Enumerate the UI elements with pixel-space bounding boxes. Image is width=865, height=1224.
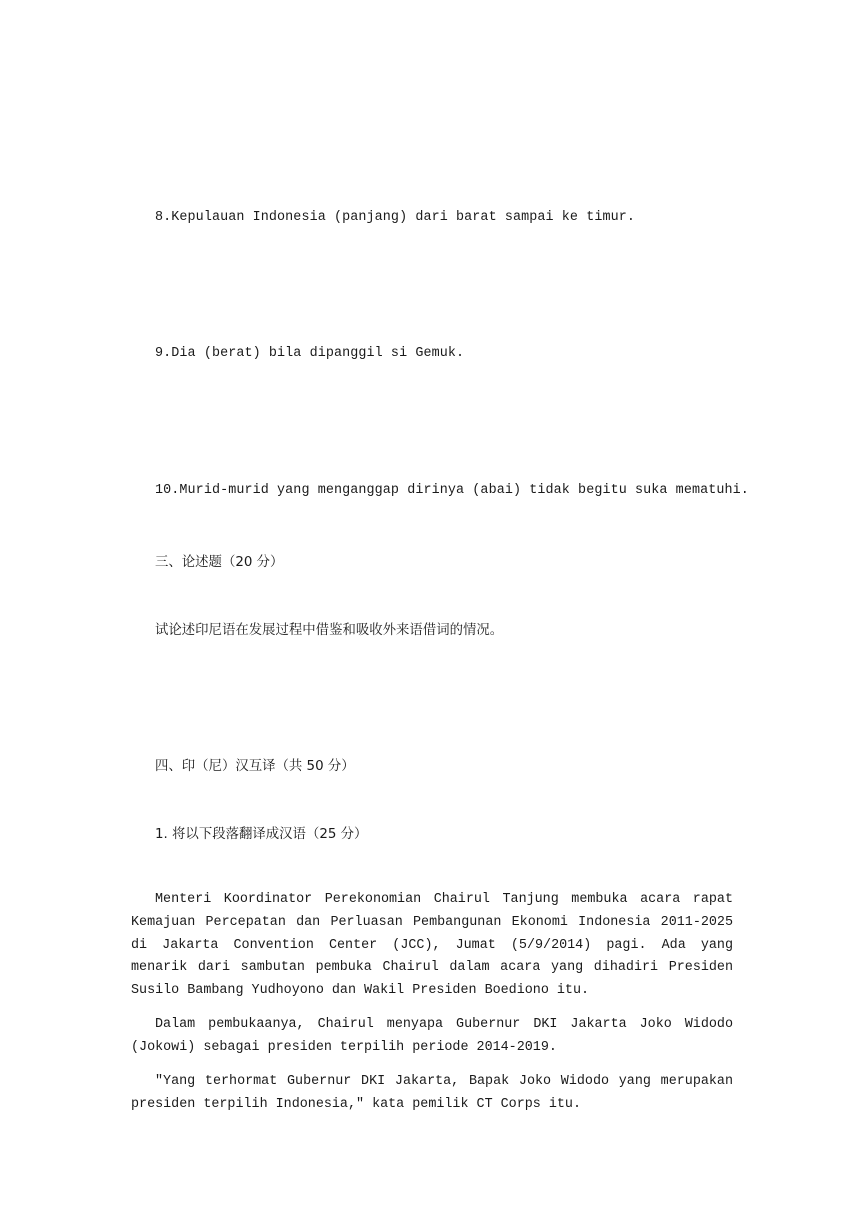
section-3-heading: 三、论述题（20 分） <box>155 555 284 570</box>
passage-paragraph: Dalam pembukaanya, Chairul menyapa Gubernur DKI Jakarta Joko Widodo (Jokowi) sebagai presiden terpilih periode 2014-2019. <box>131 1017 733 1055</box>
essay-prompt: 试论述印尼语在发展过程中借鉴和吸收外来语借词的情况。 <box>155 623 504 638</box>
question-8: 8.Kepulauan Indonesia (panjang) dari barat sampai ke timur. <box>155 210 636 225</box>
translation-task-1: 1. 将以下段落翻译成汉语（25 分） <box>155 827 368 842</box>
passage-paragraph: Menteri Koordinator Perekonomian Chairul Tanjung membuka acara rapat Kemajuan Percepatan dan Perluasan Pembangunan Ekonomi Indonesia 2011-2025 di Jakarta Convention Center (JCC), Jumat (5/9/2014) pagi. Ada yang menarik dari sambutan pembuka Chairul dalam acara yang dihadiri Presiden Susilo Bambang Yudhoyono dan Wakil Presiden Boediono itu. <box>131 892 733 999</box>
question-9: 9.Dia (berat) bila dipanggil si Gemuk. <box>155 346 465 361</box>
passage-paragraph: "Yang terhormat Gubernur DKI Jakarta, Bapak Joko Widodo yang merupakan presiden terpilih Indonesia," kata pemilik CT Corps itu. <box>131 1074 733 1112</box>
section-4-heading: 四、印（尼）汉互译（共 50 分） <box>155 759 355 774</box>
question-10: 10.Murid-murid yang menganggap dirinya (abai) tidak begitu suka mematuhi. <box>155 483 749 498</box>
